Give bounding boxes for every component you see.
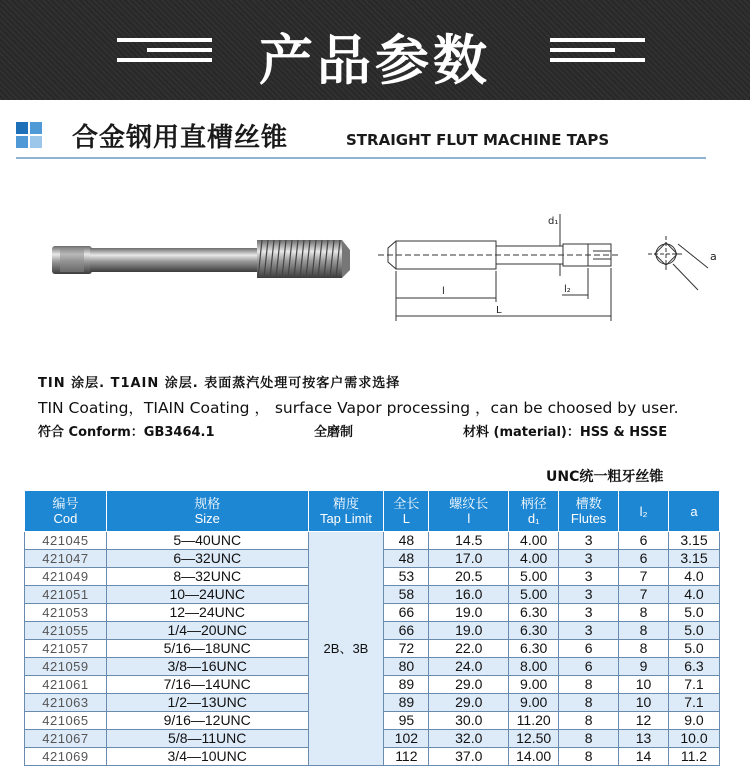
cell-length: 89 bbox=[384, 676, 429, 694]
coating-note-en: TIN Coating，TIAIN Coating ， surface Vapor processing ，can be choosed by user. bbox=[38, 399, 679, 417]
grinding-note: 全磨制 bbox=[314, 425, 354, 440]
header-size: 规格 Size bbox=[106, 491, 308, 532]
cell-length: 102 bbox=[384, 730, 429, 748]
cell-l2: 10 bbox=[619, 694, 669, 712]
cell-shank-diameter: 6.30 bbox=[509, 640, 559, 658]
conform-note bbox=[38, 421, 668, 440]
cell-shank-diameter: 4.00 bbox=[509, 550, 559, 568]
cell-code: 421063 bbox=[25, 694, 107, 712]
cell-l2: 12 bbox=[619, 712, 669, 730]
cell-flutes: 3 bbox=[559, 532, 619, 550]
cell-thread-length: 32.0 bbox=[429, 730, 509, 748]
cell-flutes: 3 bbox=[559, 550, 619, 568]
cell-thread-length: 17.0 bbox=[429, 550, 509, 568]
cell-shank-diameter: 9.00 bbox=[509, 694, 559, 712]
cell-shank-diameter: 4.00 bbox=[509, 532, 559, 550]
cell-thread-length: 22.0 bbox=[429, 640, 509, 658]
cell-a: 11.2 bbox=[668, 748, 719, 766]
cell-l2: 13 bbox=[619, 730, 669, 748]
cell-thread-length: 16.0 bbox=[429, 586, 509, 604]
header-flutes: 槽数 Flutes bbox=[559, 491, 619, 532]
cell-a: 4.0 bbox=[668, 586, 719, 604]
cell-l2: 8 bbox=[619, 604, 669, 622]
cell-size: 6—32UNC bbox=[106, 550, 308, 568]
cell-size: 3/8—16UNC bbox=[106, 658, 308, 676]
cell-l2: 7 bbox=[619, 568, 669, 586]
banner-title: 产品参数 bbox=[259, 29, 491, 92]
cell-shank-diameter: 5.00 bbox=[509, 586, 559, 604]
cell-length: 112 bbox=[384, 748, 429, 766]
cell-flutes: 8 bbox=[559, 730, 619, 748]
table-caption: UNC统一粗牙丝锥 bbox=[546, 469, 664, 485]
cell-size: 3/4—10UNC bbox=[106, 748, 308, 766]
cell-size: 5/8—11UNC bbox=[106, 730, 308, 748]
cell-length: 48 bbox=[384, 550, 429, 568]
cell-shank-diameter: 14.00 bbox=[509, 748, 559, 766]
cell-thread-length: 20.5 bbox=[429, 568, 509, 586]
cell-l2: 8 bbox=[619, 640, 669, 658]
cell-length: 53 bbox=[384, 568, 429, 586]
cell-a: 9.0 bbox=[668, 712, 719, 730]
section-heading bbox=[16, 117, 706, 157]
cell-shank-diameter: 6.30 bbox=[509, 622, 559, 640]
table-header-row bbox=[25, 491, 720, 532]
coating-note-cn: TIN 涂层. T1AIN 涂层. 表面蒸汽处理可按客户需求选择 bbox=[38, 376, 401, 391]
header-tap-limit: 精度 Tap Limit bbox=[308, 491, 384, 532]
cell-size: 1/4—20UNC bbox=[106, 622, 308, 640]
section-divider bbox=[16, 157, 706, 159]
cell-l2: 8 bbox=[619, 622, 669, 640]
cell-l2: 14 bbox=[619, 748, 669, 766]
cell-code: 421045 bbox=[25, 532, 107, 550]
spec-table bbox=[24, 490, 720, 766]
cell-code: 421067 bbox=[25, 730, 107, 748]
cell-length: 58 bbox=[384, 586, 429, 604]
cell-a: 3.15 bbox=[668, 532, 719, 550]
cell-code: 421057 bbox=[25, 640, 107, 658]
header-code: 编号 Cod bbox=[25, 491, 107, 532]
cell-shank-diameter: 5.00 bbox=[509, 568, 559, 586]
cell-shank-diameter: 9.00 bbox=[509, 676, 559, 694]
cell-flutes: 8 bbox=[559, 676, 619, 694]
cell-shank-diameter: 11.20 bbox=[509, 712, 559, 730]
cell-flutes: 8 bbox=[559, 712, 619, 730]
cell-shank-diameter: 8.00 bbox=[509, 658, 559, 676]
cell-flutes: 6 bbox=[559, 640, 619, 658]
cell-a: 7.1 bbox=[668, 694, 719, 712]
cell-flutes: 3 bbox=[559, 586, 619, 604]
cell-l2: 6 bbox=[619, 532, 669, 550]
cell-thread-length: 19.0 bbox=[429, 622, 509, 640]
cell-thread-length: 30.0 bbox=[429, 712, 509, 730]
conform-standard: 符合 Conform：GB3464.1 bbox=[38, 425, 215, 440]
cell-tap-limit: 2B、3B bbox=[308, 532, 384, 766]
banner bbox=[0, 0, 750, 100]
cell-a: 5.0 bbox=[668, 604, 719, 622]
technical-drawing bbox=[378, 206, 728, 326]
cell-length: 95 bbox=[384, 712, 429, 730]
cell-a: 6.3 bbox=[668, 658, 719, 676]
cell-thread-length: 29.0 bbox=[429, 694, 509, 712]
section-title-en: STRAIGHT FLUT MACHINE TAPS bbox=[346, 131, 610, 149]
cell-code: 421055 bbox=[25, 622, 107, 640]
tap-product-image bbox=[52, 236, 352, 282]
cell-flutes: 8 bbox=[559, 694, 619, 712]
cell-length: 80 bbox=[384, 658, 429, 676]
decor-lines-right bbox=[550, 36, 645, 66]
cell-shank-diameter: 12.50 bbox=[509, 730, 559, 748]
cell-code: 421059 bbox=[25, 658, 107, 676]
cell-flutes: 3 bbox=[559, 568, 619, 586]
cell-code: 421051 bbox=[25, 586, 107, 604]
cell-code: 421061 bbox=[25, 676, 107, 694]
cell-code: 421065 bbox=[25, 712, 107, 730]
cell-size: 10—24UNC bbox=[106, 586, 308, 604]
cell-thread-length: 29.0 bbox=[429, 676, 509, 694]
header-thread-length: 螺纹长 l bbox=[429, 491, 509, 532]
cell-a: 5.0 bbox=[668, 640, 719, 658]
cell-code: 421047 bbox=[25, 550, 107, 568]
cell-thread-length: 24.0 bbox=[429, 658, 509, 676]
table-row bbox=[25, 532, 720, 550]
cell-length: 66 bbox=[384, 604, 429, 622]
cell-a: 3.15 bbox=[668, 550, 719, 568]
cell-flutes: 8 bbox=[559, 748, 619, 766]
cell-l2: 10 bbox=[619, 676, 669, 694]
label-l2: l₂ bbox=[564, 284, 571, 295]
cell-code: 421069 bbox=[25, 748, 107, 766]
cell-length: 89 bbox=[384, 694, 429, 712]
cell-a: 7.1 bbox=[668, 676, 719, 694]
cell-l2: 7 bbox=[619, 586, 669, 604]
header-a: a bbox=[668, 491, 719, 532]
cell-size: 1/2—13UNC bbox=[106, 694, 308, 712]
cell-l2: 9 bbox=[619, 658, 669, 676]
cell-size: 12—24UNC bbox=[106, 604, 308, 622]
cell-a: 5.0 bbox=[668, 622, 719, 640]
label-d1: d₁ bbox=[548, 216, 559, 227]
cell-a: 10.0 bbox=[668, 730, 719, 748]
cell-thread-length: 19.0 bbox=[429, 604, 509, 622]
cell-size: 5/16—18UNC bbox=[106, 640, 308, 658]
cell-thread-length: 14.5 bbox=[429, 532, 509, 550]
cell-code: 421053 bbox=[25, 604, 107, 622]
cell-size: 8—32UNC bbox=[106, 568, 308, 586]
cell-flutes: 3 bbox=[559, 604, 619, 622]
cell-length: 66 bbox=[384, 622, 429, 640]
cell-flutes: 6 bbox=[559, 658, 619, 676]
header-l2: l₂ bbox=[619, 491, 669, 532]
cell-size: 7/16—14UNC bbox=[106, 676, 308, 694]
cell-flutes: 3 bbox=[559, 622, 619, 640]
material-note: 材料 (material)：HSS & HSSE bbox=[463, 425, 668, 440]
label-a: a bbox=[710, 250, 717, 263]
cell-size: 9/16—12UNC bbox=[106, 712, 308, 730]
label-l: l bbox=[442, 286, 445, 297]
section-title-cn: 合金钢用直槽丝锥 bbox=[72, 123, 289, 153]
cell-l2: 6 bbox=[619, 550, 669, 568]
cell-a: 4.0 bbox=[668, 568, 719, 586]
cell-code: 421049 bbox=[25, 568, 107, 586]
label-L: L bbox=[496, 305, 502, 316]
header-length: 全长 L bbox=[384, 491, 429, 532]
cell-shank-diameter: 6.30 bbox=[509, 604, 559, 622]
cell-thread-length: 37.0 bbox=[429, 748, 509, 766]
cell-length: 48 bbox=[384, 532, 429, 550]
cell-size: 5—40UNC bbox=[106, 532, 308, 550]
cell-length: 72 bbox=[384, 640, 429, 658]
header-shank-diameter: 柄径 d₁ bbox=[509, 491, 559, 532]
